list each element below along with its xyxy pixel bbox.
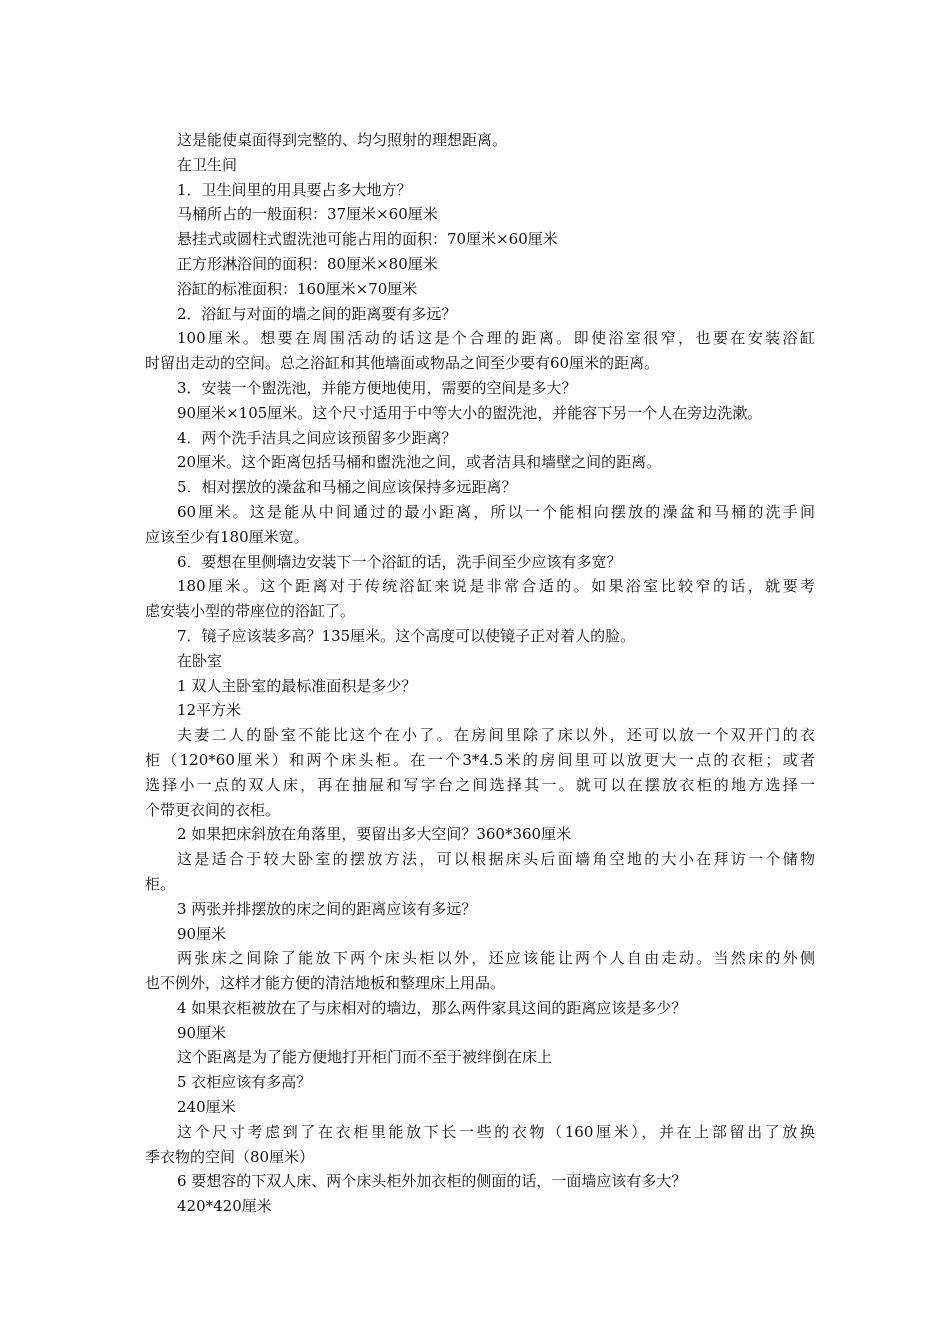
text-line: 时留出走动的空间。总之浴缸和其他墙面或物品之间至少要有60厘米的距离。 (145, 354, 660, 373)
text-line: 这是适合于较大卧室的摆放方法，可以根据床头后面墙角空地的大小在拜访一个储物 (177, 850, 815, 869)
text-line: 选择小一点的双人床，再在抽屉和写字台之间选择其一。就可以在摆放衣柜的地方选择一 (145, 775, 815, 794)
text-line: 在卫生间 (177, 155, 238, 174)
text-line: 柜（120*60厘米）和两个床头柜。在一个3*4.5米的房间里可以放更大一点的衣柜；或者 (145, 750, 815, 769)
text-line: 也不例外，这样才能方便的清洁地板和整理床上用品。 (145, 974, 506, 993)
text-line: 这个尺寸考虑到了在衣柜里能放下长一些的衣物（160厘米），并在上部留出了放换 (177, 1122, 815, 1141)
text-line: 1．卫生间里的用具要占多大地方？ (177, 180, 412, 199)
text-line: 在卧室 (177, 651, 223, 670)
text-line: 1 双人主卧室的最标准面积是多少？ (177, 676, 417, 695)
text-line: 2 如果把床斜放在角落里，要留出多大空间？360*360厘米 (177, 825, 572, 844)
text-line: 20厘米。这个距离包括马桶和盥洗池之间，或者洁具和墙壁之间的距离。 (177, 453, 662, 472)
text-line: 240厘米 (177, 1098, 236, 1117)
text-line: 90厘米 (177, 924, 227, 943)
text-line: 马桶所占的一般面积：37厘米×60厘米 (177, 205, 438, 224)
text-line: 这个距离是为了能方便地打开柜门而不至于被绊倒在床上 (177, 1048, 553, 1067)
text-line: 5 衣柜应该有多高？ (177, 1073, 312, 1092)
text-line: 虑安装小型的带座位的浴缸了。 (145, 602, 356, 621)
text-line: 6．要想在里侧墙边安装下一个浴缸的话，洗手间至少应该有多宽？ (177, 552, 622, 571)
text-line: 2．浴缸与对面的墙之间的距离要有多远？ (177, 304, 457, 323)
text-line: 60厘米。这是能从中间通过的最小距离，所以一个能相向摆放的澡盆和马桶的洗手间 (177, 502, 815, 521)
text-line: 这是能使桌面得到完整的、均匀照射的理想距离。 (177, 131, 508, 149)
text-line: 180厘米。这个距离对于传统浴缸来说是非常合适的。如果浴室比较窄的话，就要考 (177, 577, 815, 596)
text-line: 4 如果衣柜被放在了与床相对的墙边，那么两件家具这间的距离应该是多少？ (177, 998, 687, 1017)
text-line: 夫妻二人的卧室不能比这个在小了。在房间里除了床以外，还可以放一个双开门的衣 (177, 726, 815, 745)
text-line: 正方形淋浴间的面积：80厘米×80厘米 (177, 254, 438, 273)
text-line: 6 要想容的下双人床、两个床头柜外加衣柜的侧面的话，一面墙应该有多大？ (177, 1172, 687, 1191)
text-line: 100厘米。想要在周围活动的话这是个合理的距离。即使浴室很窄，也要在安装浴缸 (177, 329, 815, 348)
text-line: 应该至少有180厘米宽。 (145, 527, 309, 546)
text-line: 个带更衣间的衣柜。 (145, 800, 281, 819)
text-line: 420*420厘米 (177, 1197, 272, 1216)
text-line: 悬挂式或圆柱式盥洗池可能占用的面积：70厘米×60厘米 (177, 230, 558, 249)
text-line: 7．镜子应该装多高？135厘米。这个高度可以使镜子正对着人的脸。 (177, 626, 636, 645)
text-line: 90厘米×105厘米。这个尺寸适用于中等大小的盥洗池，并能容下另一个人在旁边洗漱。 (177, 403, 763, 422)
text-line: 3．安装一个盥洗池，并能方便地使用，需要的空间是多大？ (177, 378, 577, 397)
text-line: 季衣物的空间（80厘米） (145, 1147, 315, 1166)
text-line: 90厘米 (177, 1023, 227, 1042)
text-line: 浴缸的标准面积：160厘米×70厘米 (177, 279, 418, 298)
text-line: 3 两张并排摆放的床之间的距离应该有多远？ (177, 899, 477, 918)
text-line: 12平方米 (177, 701, 242, 720)
text-line: 4．两个洗手洁具之间应该预留多少距离？ (177, 428, 457, 447)
text-line: 两张床之间除了能放下两个床头柜以外，还应该能让两个人自由走动。当然床的外侧 (177, 949, 815, 968)
text-line: 柜。 (145, 874, 176, 893)
text-line: 5．相对摆放的澡盆和马桶之间应该保持多远距离？ (177, 478, 517, 497)
document-body (145, 128, 815, 1219)
